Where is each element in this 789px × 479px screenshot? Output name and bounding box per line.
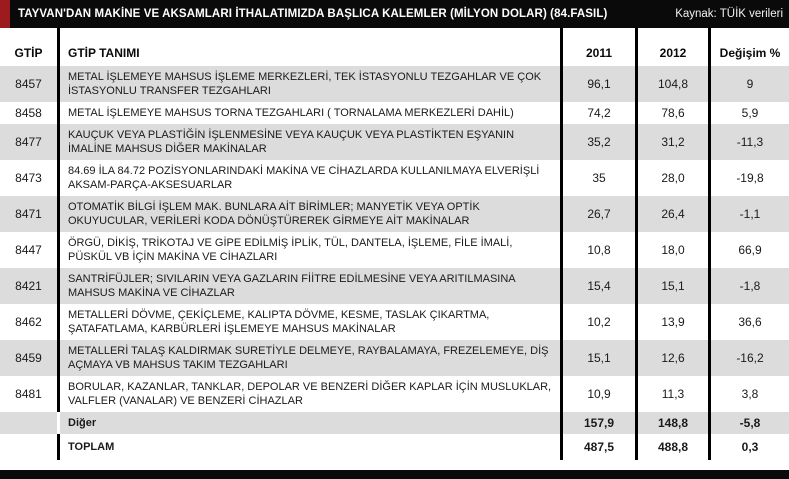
gtip-cell: 8481 <box>15 387 42 401</box>
description-cell: Diğer <box>57 412 563 434</box>
change-pct-cell: -1,8 <box>739 279 761 293</box>
gtip-cell <box>0 412 57 434</box>
table-row <box>0 376 789 412</box>
change-pct-cell: 36,6 <box>738 315 762 329</box>
value-2011-cell: 487,5 <box>563 434 638 460</box>
gtip-cell: 8457 <box>15 77 42 91</box>
gtip-cell: 8421 <box>15 279 42 293</box>
value-2011-cell: 10,9 <box>563 376 638 412</box>
value-2012-cell: 31,2 <box>638 124 711 160</box>
table-row <box>0 268 789 304</box>
page-title: TAYVAN'DAN MAKİNE VE AKSAMLARI İTHALATIMIZDA BAŞLICA KALEMLER (MİLYON DOLAR) (84.FASIL) <box>18 8 608 20</box>
description-cell: METALLERİ TALAŞ KALDIRMAK SURETİYLE DELMEYE, RAYBALAMAYA, FREZELEMEYE, DİŞ AÇMAYA VB MAHSUS TAKIM TEZGAHLARI <box>57 340 563 376</box>
change-pct-cell: -19,8 <box>736 171 764 185</box>
title-bar <box>0 0 789 28</box>
red-accent-block <box>0 0 10 28</box>
value-2012-cell: 12,6 <box>638 340 711 376</box>
gtip-cell: 8458 <box>15 106 42 120</box>
gtip-cell: 8459 <box>15 351 42 365</box>
description-cell: TOPLAM <box>57 434 563 460</box>
value-2011-cell: 26,7 <box>563 196 638 232</box>
table-row <box>0 304 789 340</box>
value-2012-cell: 28,0 <box>638 160 711 196</box>
change-pct-cell: 66,9 <box>738 243 762 257</box>
table-row <box>0 232 789 268</box>
change-pct-cell: 5,9 <box>741 106 759 120</box>
value-2012-cell: 26,4 <box>638 196 711 232</box>
gtip-cell <box>0 434 57 460</box>
value-2012-cell: 15,1 <box>638 268 711 304</box>
value-2012-cell: 13,9 <box>638 304 711 340</box>
table-row <box>0 102 789 124</box>
table-row <box>0 340 789 376</box>
description-cell: OTOMATİK BİLGİ İŞLEM MAK. BUNLARA AİT BİRİMLER; MANYETİK VEYA OPTİK OKUYUCULAR, VERİLERİ KODA DÖNÜŞTÜREREK GİRMEYE AİT MAKİNALAR <box>57 196 563 232</box>
description-cell: METAL İŞLEMEYE MAHSUS TORNA TEZGAHLARI ( TORNALAMA MERKEZLERİ DAHİL) <box>57 102 563 124</box>
value-2011-cell: 35,2 <box>563 124 638 160</box>
column-header-degisim: Değişim % <box>719 46 781 60</box>
description-cell: ÖRGÜ, DİKİŞ, TRİKOTAJ VE GİPE EDİLMİŞ İPLİK, TÜL, DANTELA, İŞLEME, FİLE İMALİ, PÜSKÜL VB İÇİN MAKİNA VE CİHAZLARI <box>57 232 563 268</box>
value-2011-cell: 35 <box>563 160 638 196</box>
value-2011-cell: 157,9 <box>563 412 638 434</box>
value-2012-cell: 104,8 <box>638 66 711 102</box>
value-2011-cell: 10,2 <box>563 304 638 340</box>
change-pct-cell: 9 <box>746 77 754 91</box>
bottom-bar <box>0 470 789 479</box>
gtip-cell: 8471 <box>15 207 42 221</box>
table-row <box>0 66 789 102</box>
table-row <box>0 124 789 160</box>
gtip-cell: 8477 <box>15 135 42 149</box>
table-row <box>0 412 789 434</box>
value-2012-cell: 11,3 <box>638 376 711 412</box>
change-pct-cell: -16,2 <box>736 351 764 365</box>
table-row <box>0 196 789 232</box>
value-2011-cell: 15,4 <box>563 268 638 304</box>
column-header-2012: 2012 <box>638 28 711 66</box>
description-cell: METALLERİ DÖVME, ÇEKİÇLEME, KALIPTA DÖVME, KESME, TASLAK ÇIKARTMA, ŞATAFATLAMA, KARBÜRLERİ İŞLEMEYE MAHSUS MAKİNALAR <box>57 304 563 340</box>
column-header-tanimi: GTİP TANIMI <box>57 28 563 66</box>
gtip-cell: 8473 <box>15 171 42 185</box>
description-cell: 84.69 İLA 84.72 POZİSYONLARINDAKİ MAKİNA VE CİHAZLARDA KULLANILMAYA ELVERİŞLİ AKSAM-PARÇA-AKSESUARLAR <box>57 160 563 196</box>
change-pct-cell: -11,3 <box>736 135 764 149</box>
change-pct-cell: -5,8 <box>739 416 761 430</box>
value-2012-cell: 18,0 <box>638 232 711 268</box>
change-pct-cell: -1,1 <box>739 207 761 221</box>
table-body <box>0 66 789 470</box>
gtip-cell: 8462 <box>15 315 42 329</box>
gtip-cell: 8447 <box>15 243 42 257</box>
description-cell: BORULAR, KAZANLAR, TANKLAR, DEPOLAR VE BENZERİ DİĞER KAPLAR İÇİN MUSLUKLAR, VALFLER (VANALAR) VE BENZERİ CİHAZLAR <box>57 376 563 412</box>
change-pct-cell: 0,3 <box>741 440 759 454</box>
value-2011-cell: 96,1 <box>563 66 638 102</box>
value-2012-cell: 148,8 <box>638 412 711 434</box>
description-cell: METAL İŞLEMEYE MAHSUS İŞLEME MERKEZLERİ, TEK İSTASYONLU TEZGAHLAR VE ÇOK İSTASYONLU TRANSFER TEZGAHLARI <box>57 66 563 102</box>
change-pct-cell: 3,8 <box>741 387 759 401</box>
value-2012-cell: 488,8 <box>638 434 711 460</box>
column-header-gtip: GTİP <box>14 46 43 60</box>
table-row <box>0 160 789 196</box>
column-header-2011: 2011 <box>563 28 638 66</box>
value-2012-cell: 78,6 <box>638 102 711 124</box>
value-2011-cell: 74,2 <box>563 102 638 124</box>
value-2011-cell: 15,1 <box>563 340 638 376</box>
source-label: Kaynak: TÜİK verileri <box>675 8 783 20</box>
value-2011-cell: 10,8 <box>563 232 638 268</box>
table-header-row <box>0 28 789 66</box>
table-row <box>0 434 789 460</box>
description-cell: SANTRİFÜJLER; SIVILARIN VEYA GAZLARIN FİİTRE EDİLMESİNE VEYA ARITILMASINA MAHSUS MAKİNA VE CİHAZLAR <box>57 268 563 304</box>
description-cell: KAUÇUK VEYA PLASTİĞİN İŞLENMESİNE VEYA KAUÇUK VEYA PLASTİKTEN EŞYANIN İMALİNE MAHSUS DİĞER MAKİNALAR <box>57 124 563 160</box>
